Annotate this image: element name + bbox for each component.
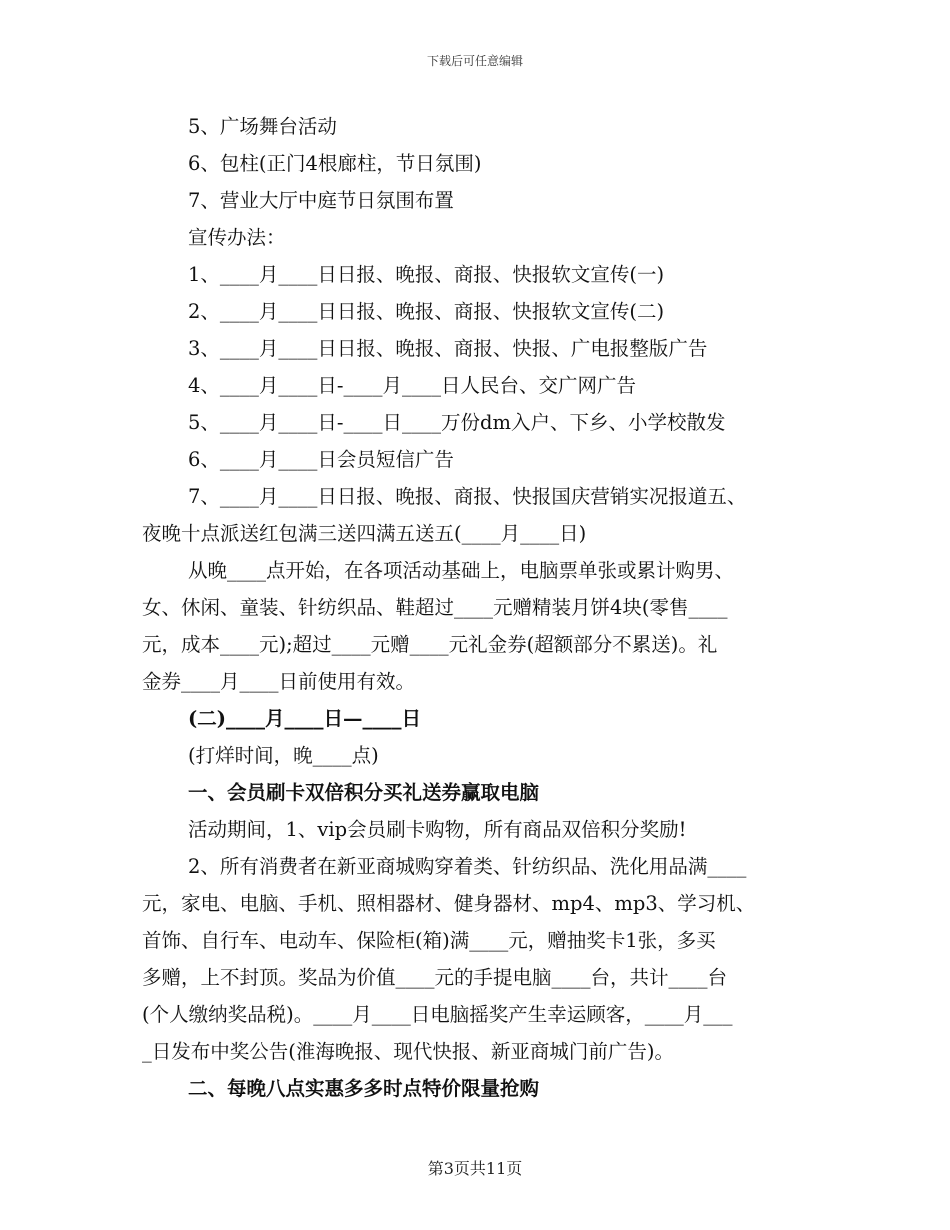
page-footer: 第3页共11页: [427, 1159, 523, 1178]
item-hall-decoration: 7、营业大厅中庭节日氛围布置: [188, 189, 454, 212]
section-two-date-heading: (二)____月____日—____日: [188, 707, 421, 730]
item-square-stage: 5、广场舞台活动: [188, 115, 337, 138]
paragraph-gift-start: 从晚____点开始，在各项活动基础上，电脑票单张或累计购男、: [188, 559, 735, 582]
promo-item-7-cont: 夜晚十点派送红包满三送四满五送五(____月____日): [142, 522, 587, 545]
promo-item-1: 1、____月____日日报、晚报、商报、快报软文宣传(一): [188, 263, 665, 286]
paragraph-gift-cont-3: 金券____月____日前使用有效。: [142, 670, 416, 693]
lottery-paragraph-cont-1: 元，家电、电脑、手机、照相器材、健身器材、mp4、mp3、学习机、: [142, 892, 756, 915]
lottery-paragraph-cont-4: (个人缴纳奖品税)。____月____日电脑摇奖产生幸运顾客，____月___: [142, 1003, 733, 1026]
lottery-paragraph-cont-3: 多赠，上不封顶。奖品为价值____元的手提电脑____台，共计____台: [142, 966, 728, 989]
promo-item-4: 4、____月____日-____月____日人民台、交广网广告: [188, 374, 636, 397]
paragraph-gift-cont-2: 元，成本____元);超过____元赠____元礼金券(超额部分不累送)。礼: [142, 633, 718, 656]
paragraph-gift-cont-1: 女、休闲、童装、针纺织品、鞋超过____元赠精装月饼4块(零售____: [142, 596, 728, 619]
promo-item-3: 3、____月____日日报、晚报、商报、快报、广电报整版广告: [188, 337, 708, 360]
document-body: [142, 108, 810, 1107]
promo-item-7: 7、____月____日日报、晚报、商报、快报国庆营销实况报道五、: [188, 485, 747, 508]
item-pillar-wrap: 6、包柱(正门4根廊柱，节日氛围): [188, 152, 482, 175]
page-header: 下载后可任意编辑: [426, 54, 523, 68]
lottery-paragraph-start: 2、所有消费者在新亚商城购穿着类、针纺织品、洗化用品满____: [188, 855, 747, 878]
heading-eight-pm-flash-sale: 二、每晚八点实惠多多时点特价限量抢购: [188, 1077, 540, 1100]
lottery-paragraph-cont-5: _日发布中奖公告(淮海晚报、现代快报、新亚商城门前广告)。: [142, 1040, 674, 1063]
promo-item-5: 5、____月____日-____日____万份dm入户、下乡、小学校散发: [188, 411, 726, 434]
heading-member-double-points: 一、会员刷卡双倍积分买礼送券赢取电脑: [188, 781, 540, 804]
lottery-paragraph-cont-2: 首饰、自行车、电动车、保险柜(箱)满____元，赠抽奖卡1张，多买: [142, 929, 716, 952]
closing-time-note: (打烊时间，晚____点): [188, 744, 379, 767]
promo-item-6: 6、____月____日会员短信广告: [188, 448, 454, 471]
promotion-methods-heading: 宣传办法：: [188, 226, 286, 249]
activity-period-line: 活动期间，1、vip会员刷卡购物，所有商品双倍积分奖励!: [188, 818, 687, 841]
promo-item-2: 2、____月____日日报、晚报、商报、快报软文宣传(二): [188, 300, 665, 323]
